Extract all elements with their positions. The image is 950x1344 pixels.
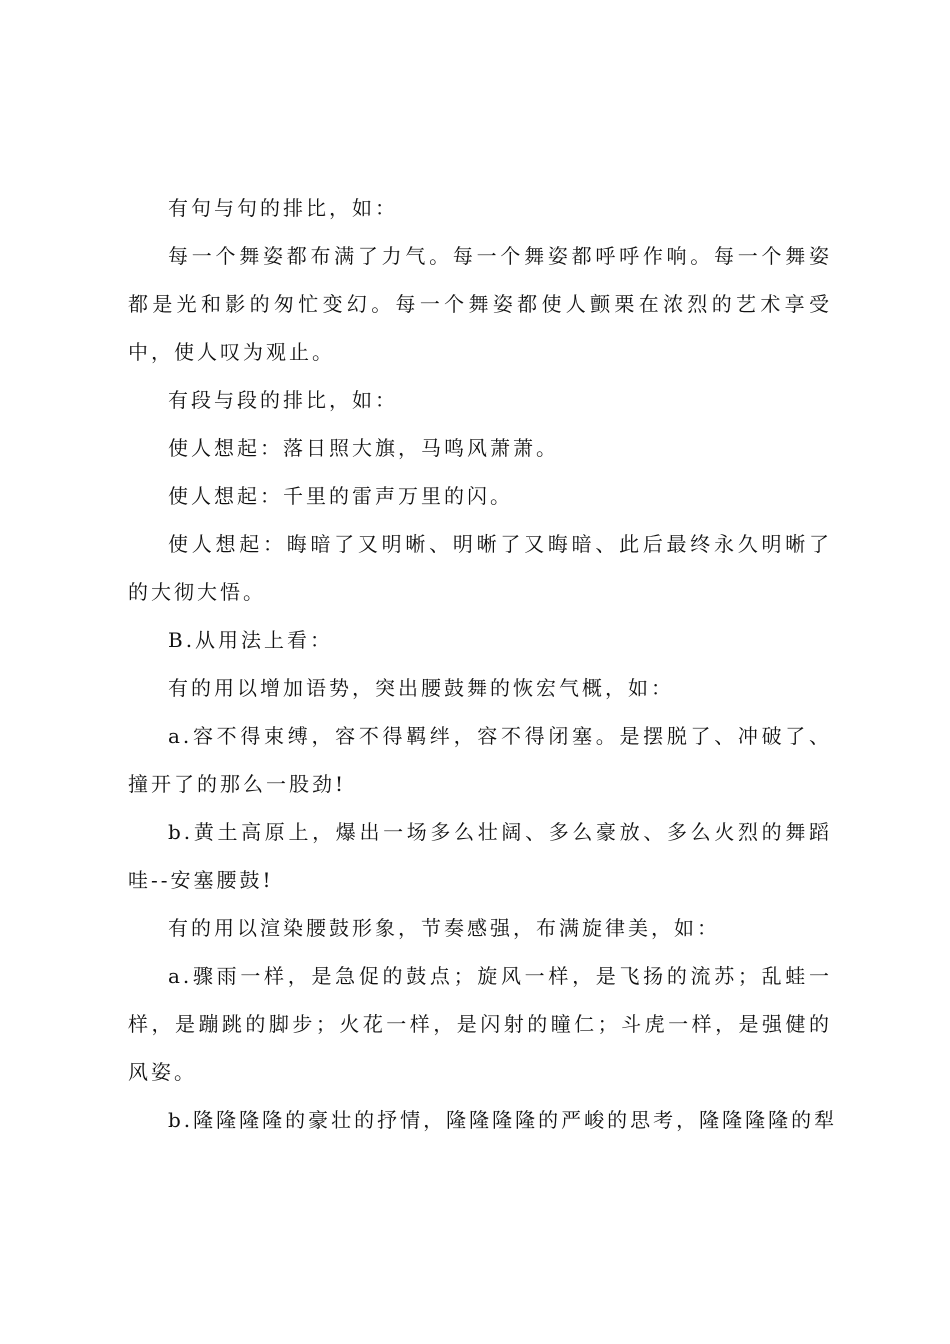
paragraph-reminds-3: 使人想起：晦暗了又明晰、明晰了又晦暗、此后最终永久明晰了的大彻大悟。 (128, 532, 832, 604)
paragraph-example-a1: a.容不得束缚，容不得羁绊，容不得闭塞。是摆脱了、冲破了、撞开了的那么一股劲! (128, 724, 832, 796)
paragraph-example-b1: b.黄土高原上，爆出一场多么壮阔、多么豪放、多么火烈的舞蹈哇--安塞腰鼓! (128, 820, 832, 892)
paragraph-example-a2: a.骤雨一样，是急促的鼓点；旋风一样，是飞扬的流苏；乱蛙一样，是蹦跳的脚步；火花一样，是闪射的瞳仁；斗虎一样，是强健的风姿。 (128, 964, 832, 1084)
paragraph-reminds-1: 使人想起：落日照大旗，马鸣风萧萧。 (168, 436, 559, 460)
paragraph-usage-heading: B.从用法上看： (168, 628, 334, 652)
paragraph-section-parallelism-intro: 有段与段的排比，如： (168, 388, 398, 412)
paragraph-sentence-parallelism-intro: 有句与句的排比，如： (168, 196, 398, 220)
paragraph-rhythm-intro: 有的用以渲染腰鼓形象，节奏感强，布满旋律美，如： (168, 916, 720, 940)
paragraph-reminds-2: 使人想起：千里的雷声万里的闪。 (168, 484, 513, 508)
paragraph-example-b2: b.隆隆隆隆的豪壮的抒情，隆隆隆隆的严峻的思考，隆隆隆隆的犁 (168, 1108, 838, 1132)
paragraph-momentum-intro: 有的用以增加语势，突出腰鼓舞的恢宏气概，如： (168, 676, 674, 700)
paragraph-dance-posture: 每一个舞姿都布满了力气。每一个舞姿都呼呼作响。每一个舞姿都是光和影的匆忙变幻。每一个舞姿都使人颤栗在浓烈的艺术享受中，使人叹为观止。 (128, 244, 832, 364)
document-body (128, 184, 838, 1144)
